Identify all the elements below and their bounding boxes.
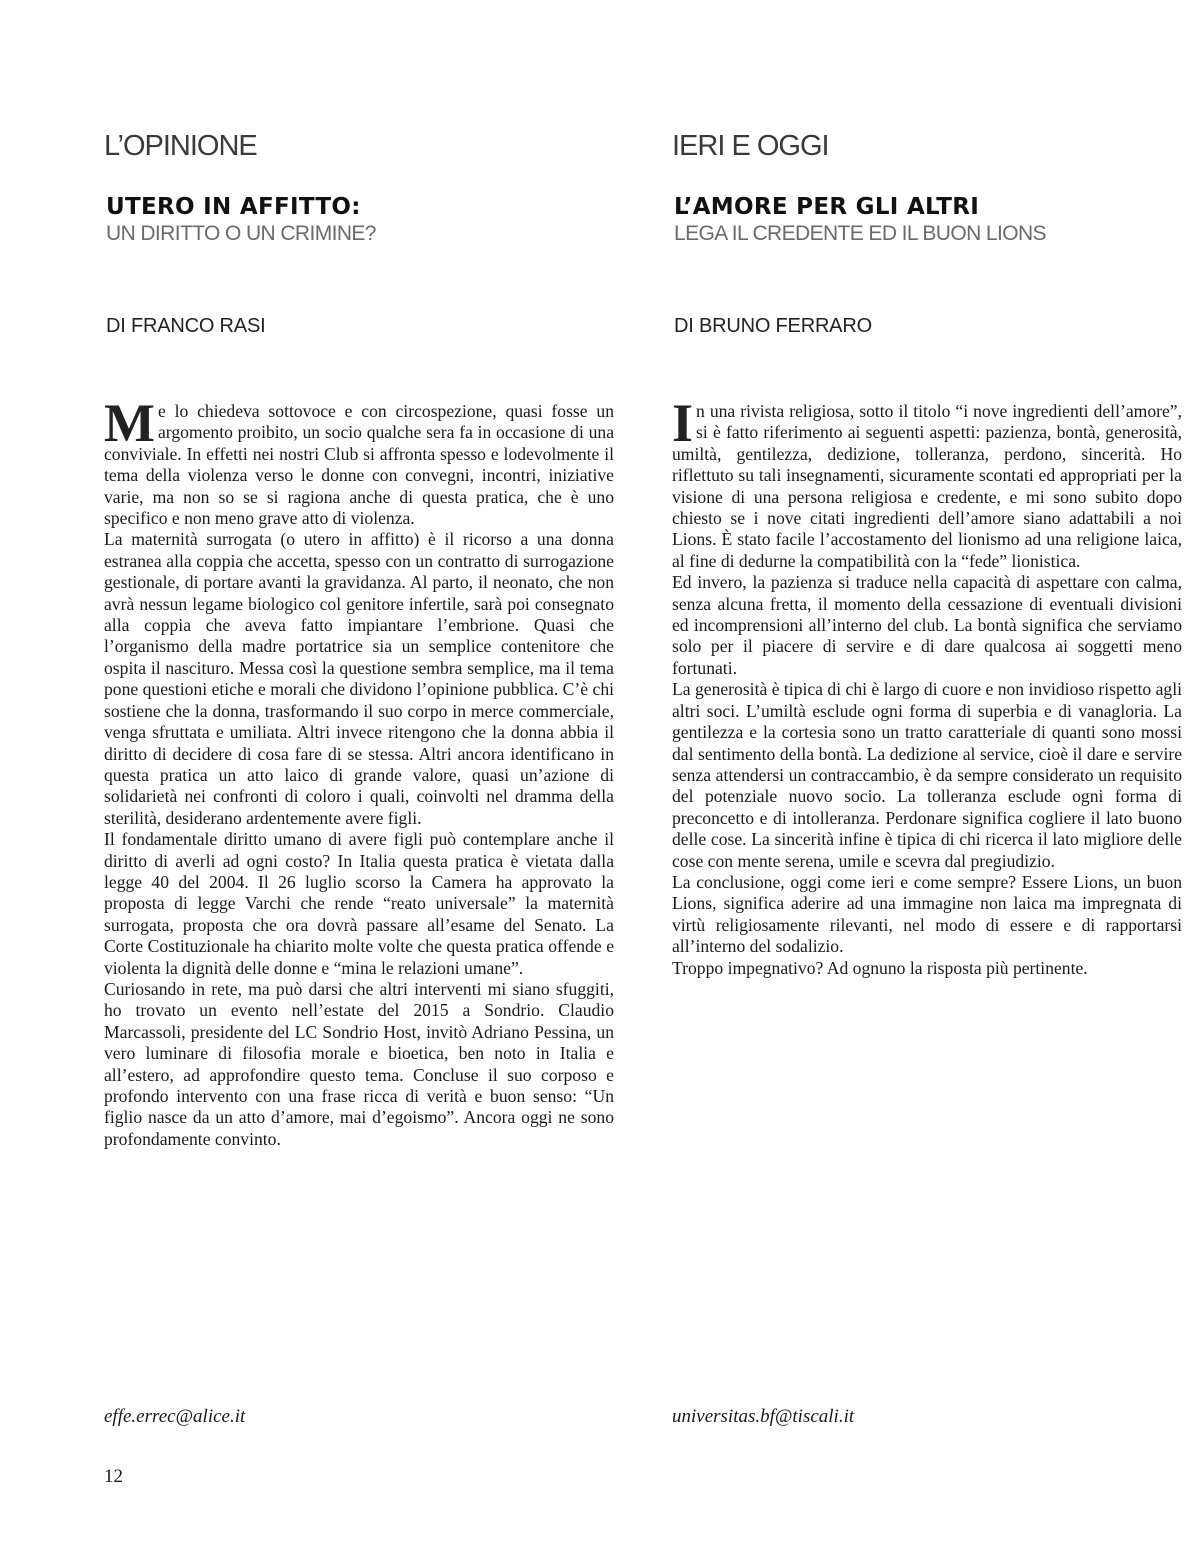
right-column (672, 0, 1184, 1551)
article-subtitle: UN DIRITTO O UN CRIMINE? (106, 222, 376, 245)
body-paragraph: La generosità è tipica di chi è largo di cuore e non invidioso rispetto agli altri soci. L’umiltà esclude ogni forma di superbia e di vanagloria. La gentilezza e la cortesia sono un tratto caratteriale di quanti sono mossi dal sentimento della bontà. La dedizione al service, cioè il dare e servire senza attendersi un contraccambio, è da sempre considerato un requisito del potenziale nuovo socio. La tolleranza esclude ogni forma di preconcetto e di intolleranza. Perdonare significa cogliere il lato buono delle cose. La sincerità infine è tipica di chi ricerca il lato migliore delle cose con mente serena, umile e scevra dal pregiudizio. (672, 679, 1182, 871)
article-body (672, 393, 1182, 979)
article-author: DI BRUNO FERRARO (674, 315, 872, 337)
body-paragraph: La conclusione, oggi come ieri e come sempre? Essere Lions, un buon Lions, significa aderire ad una immagine non laica ma impregnata di virtù religiosamente rilevanti, nel modo di essere e di rapportarsi all’interno del sodalizio. (672, 871, 1182, 957)
body-paragraph: Ed invero, la pazienza si traduce nella capacità di aspettare con calma, senza alcuna fretta, il momento della cessazione di eventuali divisioni ed incomprensioni all’interno del club. La bontà significa che serviamo solo per il piacere di servire e di dare qualcosa ai soggetti meno fortunati. (672, 572, 1182, 678)
article-title: UTERO IN AFFITTO: (106, 194, 361, 220)
article-title: L’AMORE PER GLI ALTRI (674, 194, 980, 220)
drop-cap: M (104, 393, 155, 453)
body-paragraph: Curiosando in rete, ma può darsi che altri interventi mi siano sfuggiti, ho trovato un evento nell’estate del 2015 a Sondrio. Claudio Marcassoli, presidente del LC Sondrio Host, invitò Adriano Pessina, un vero luminare di filosofia morale e bioetica, ben noto in Italia e all’estero, ad approfondire questo tema. Concluse il suo corposo e profondo intervento con una frase ricca di verità e buon senso: “Un figlio nasce da un atto d’amore, mai d’egoismo”. Ancora oggi ne sono profondamente convinto. (104, 978, 614, 1149)
article-body (104, 393, 614, 1150)
first-paragraph-text: n una rivista religiosa, sotto il titolo “i nove ingredienti dell’amore”, si è fatto riferimento ai seguenti aspetti: pazienza, bontà, generosità, umiltà, gentilezza, dedizione, tolleranza, perdono, sincerità. Ho riflettuto su tali insegnamenti, sicuramente scontati ed appropriati per la visione di una persona religiosa e credente, e mi sono subito dopo chiesto se i nove citati ingredienti dell’amore siano adattabili a noi Lions. È stato facile l’accostamento del lionismo ad una religione laica, al fine di dedurne la compatibilità con la “fede” lionistica. (672, 401, 1182, 571)
body-paragraph (672, 393, 1182, 572)
left-column (104, 0, 616, 1551)
body-paragraph (104, 393, 614, 529)
section-label: IERI E OGGI (672, 130, 829, 162)
author-email[interactable]: effe.errec@alice.it (104, 1406, 246, 1427)
author-email[interactable]: universitas.bf@tiscali.it (672, 1406, 855, 1427)
article-author: DI FRANCO RASI (106, 315, 266, 337)
body-paragraph: Troppo impegnativo? Ad ognuno la risposta più pertinente. (672, 957, 1088, 978)
body-paragraph: La maternità surrogata (o utero in affitto) è il ricorso a una donna estranea alla coppia che accetta, spesso con un contratto di surrogazione gestionale, di portare avanti la gravidanza. Al parto, il neonato, che non avrà nessun legame biologico col genitore infertile, sarà poi consegnato alla coppia che aveva fatto impiantare l’embrione. Quasi che l’organismo della madre portatrice sia un semplice contenitore che ospita il nascituro. Messa così la questione sembra semplice, ma il tema pone questioni etiche e morali che dividono l’opinione pubblica. C’è chi sostiene che la donna, trasformando il suo corpo in merce commerciale, venga sfruttata e umiliata. Altri invece ritengono che la donna abbia il diritto di decidere di cosa fare di se stessa. Altri ancora identificano in questa pratica un atto laico di grande valore, quasi un’azione di solidarietà nei confronti di coloro i quali, coinvolti nel dramma della sterilità, desiderano ardentemente avere figli. (104, 529, 614, 828)
drop-cap: I (672, 393, 694, 453)
first-paragraph-text: e lo chiedeva sottovoce e con circospezione, quasi fosse un argomento proibito, un socio qualche sera fa in occasione di una conviviale. In effetti nei nostri Club si affronta spesso e lodevolmente il tema della violenza verso le donne con convegni, incontri, iniziative varie, ma non so se si ragiona anche di questa pratica, che è uno specifico e non meno grave atto di violenza. (104, 401, 614, 529)
body-paragraph: Il fondamentale diritto umano di avere figli può contemplare anche il diritto di averli ad ogni costo? In Italia questa pratica è vietata dalla legge 40 del 2004. Il 26 luglio scorso la Camera ha approvato la proposta di legge Varchi che rende “reato universale” la maternità surrogata, proposta che ora dovrà passare all’esame del Senato. La Corte Costituzionale ha chiarito molte volte che questa pratica offende e violenta la dignità delle donne e “mina le relazioni umane”. (104, 829, 614, 978)
page-number: 12 (104, 1466, 123, 1487)
section-label: L’OPINIONE (104, 130, 257, 162)
article-subtitle: LEGA IL CREDENTE ED IL BUON LIONS (674, 222, 1046, 245)
